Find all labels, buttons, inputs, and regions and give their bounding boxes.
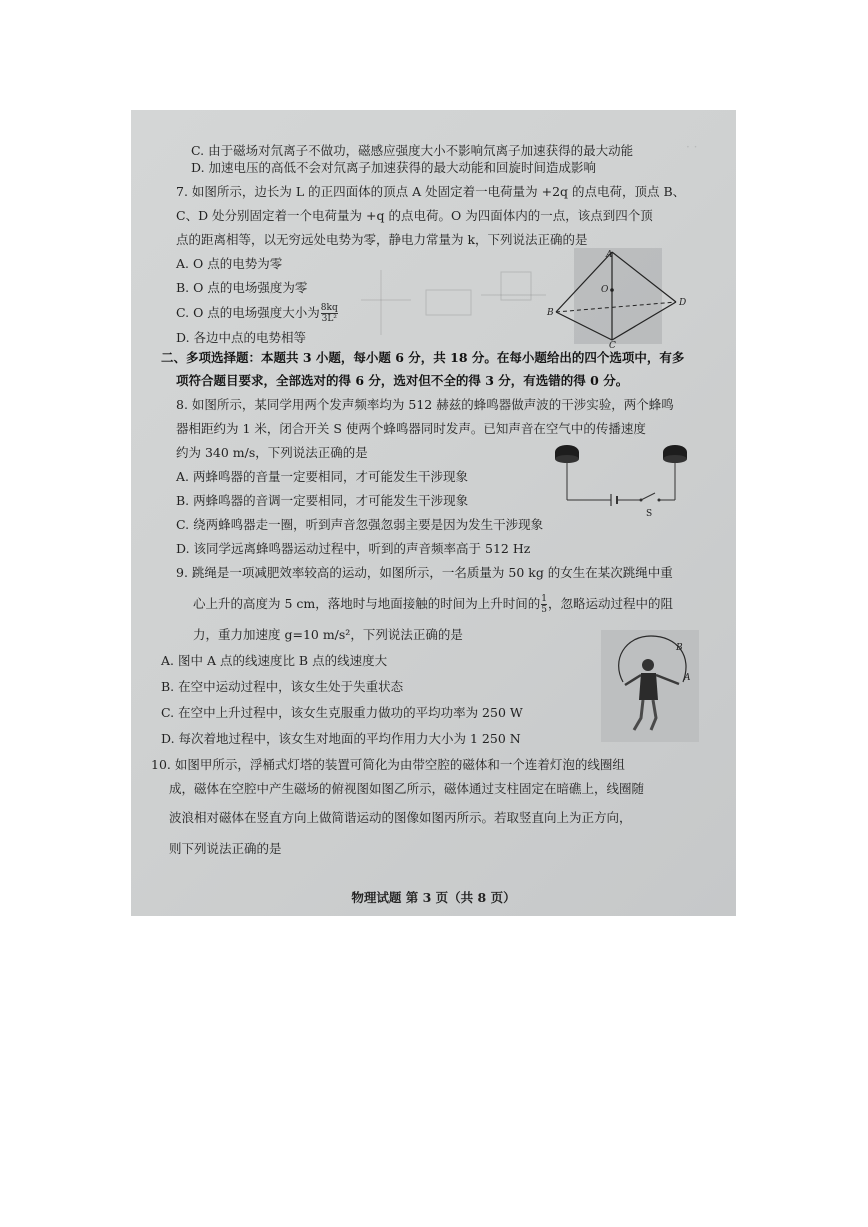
label-a: A	[606, 250, 613, 260]
label-b: B	[676, 643, 683, 653]
point-o	[610, 288, 614, 292]
q9-option-a: A. 图中 A 点的线速度比 B 点的线速度大	[161, 653, 388, 668]
q9-fraction-denominator: 5	[541, 605, 547, 615]
figure-shadow	[574, 248, 662, 344]
girl-body	[639, 673, 658, 700]
circuit-wires	[567, 463, 675, 500]
q7-stem-line1: 7. 如图所示，边长为 L 的正四面体的顶点 A 处固定着一电荷量为 +2q 的点电荷，顶点 B、	[176, 184, 686, 199]
q8-option-c: C. 绕两蜂鸣器走一圈，听到声音忽强忽弱主要是因为发生干涉现象	[176, 517, 544, 532]
q8-option-b: B. 两蜂鸣器的音调一定要相同，才可能发生干涉现象	[176, 493, 469, 508]
page-footer: 物理试题 第 3 页（共 8 页）	[351, 890, 516, 905]
q9-option-d: D. 每次着地过程中，该女生对地面的平均作用力大小为 1 250 N	[161, 731, 521, 746]
section2-header-line2: 项符合题目要求，全部选对的得 6 分，选对但不全的得 3 分，有选错的得 0 分。	[176, 373, 629, 388]
section2-header-line1: 二、多项选择题：本题共 3 小题，每小题 6 分，共 18 分。在每小题给出的四个选项中，有多	[161, 350, 685, 365]
q7-stem-line2: C、D 处分别固定着一个电荷量为 +q 的点电荷。O 为四面体内的一点，该点到四个顶	[176, 208, 653, 223]
q9-option-c: C. 在空中上升过程中，该女生克服重力做功的平均功率为 250 W	[161, 705, 523, 720]
q7-fraction-numerator: 8kq	[320, 303, 338, 313]
q10-stem-line1: 10. 如图甲所示，浮桶式灯塔的装置可简化为由带空腔的磁体和一个连着灯泡的线圈组	[151, 757, 625, 772]
q10-stem-line3: 波浪相对磁体在竖直方向上做简谐运动的图像如图丙所示。若取竖直向上为正方向，	[169, 810, 632, 825]
q10-stem-line2: 成，磁体在空腔中产生磁场的俯视图如图乙所示，磁体通过支柱固定在暗礁上，线圈随	[169, 781, 645, 796]
girl-head	[642, 659, 654, 671]
label-a: A	[684, 673, 691, 683]
q6-option-d: D. 加速电压的高低不会对氘离子加速获得的最大动能和回旋时间造成影响	[191, 160, 597, 175]
q8-option-a: A. 两蜂鸣器的音量一定要相同，才可能发生干涉现象	[176, 469, 468, 484]
q8-stem-line1: 8. 如图所示，某同学用两个发声频率均为 512 赫兹的蜂鸣器做声波的干涉实验，两个蜂鸣	[176, 397, 674, 412]
q9-fraction	[541, 594, 547, 615]
exam-page-photo	[131, 110, 736, 916]
q9-stem-line2	[193, 592, 673, 616]
q7-option-d: D. 各边中点的电势相等	[176, 330, 307, 345]
q8-stem-line2: 器相距约为 1 米，闭合开关 S 使两个蜂鸣器同时发声。已知声音在空气中的传播速度	[176, 421, 646, 436]
q10-stem-line4: 则下列说法正确的是	[169, 841, 282, 856]
q9-stem-line1: 9. 跳绳是一项减肥效率较高的运动，如图所示，一名质量为 50 kg 的女生在某次跳绳中重	[176, 565, 673, 580]
q7-option-a: A. O 点的电势为零	[176, 256, 283, 271]
label-d: D	[679, 298, 687, 308]
q7-fraction-denominator: 3L²	[321, 314, 337, 324]
label-o: O	[601, 285, 609, 295]
label-c: C	[609, 341, 616, 348]
q8-buzzer-circuit-figure	[551, 442, 691, 520]
q9-stem-line2-suffix: ，忽略运动过程中的阻	[548, 596, 674, 611]
q9-jump-rope-figure	[601, 630, 699, 742]
q7-option-c-fraction	[321, 303, 338, 324]
q7-tetrahedron-figure	[546, 248, 696, 348]
q9-fraction-numerator: 1	[541, 594, 547, 604]
switch-label: S	[646, 509, 653, 519]
q8-stem-line3: 约为 340 m/s，下列说法正确的是	[176, 445, 368, 460]
q7-option-b: B. O 点的电场强度为零	[176, 280, 308, 295]
q9-stem-line3: 力，重力加速度 g=10 m/s²，下列说法正确的是	[193, 627, 463, 642]
q8-option-d: D. 该同学远离蜂鸣器运动过程中，听到的声音频率高于 512 Hz	[176, 541, 531, 556]
label-b: B	[547, 308, 554, 318]
q7-stem-line3: 点的距离相等，以无穷远处电势为零，静电力常量为 k，下列说法正确的是	[176, 232, 588, 247]
bleed-through-diagram	[351, 260, 561, 340]
q9-option-b: B. 在空中运动过程中，该女生处于失重状态	[161, 679, 404, 694]
bleed-through-text: · ·	[686, 140, 698, 154]
q7-option-c	[176, 302, 339, 324]
switch-icon	[640, 499, 643, 502]
q7-option-c-text: C. O 点的电场强度大小为	[176, 305, 320, 320]
q9-stem-line2-text: 心上升的高度为 5 cm，落地时与地面接触的时间为上升时间的	[193, 596, 541, 611]
q6-option-c: C. 由于磁场对氘离子不做功，磁感应强度大小不影响氘离子加速获得的最大动能	[191, 143, 634, 158]
